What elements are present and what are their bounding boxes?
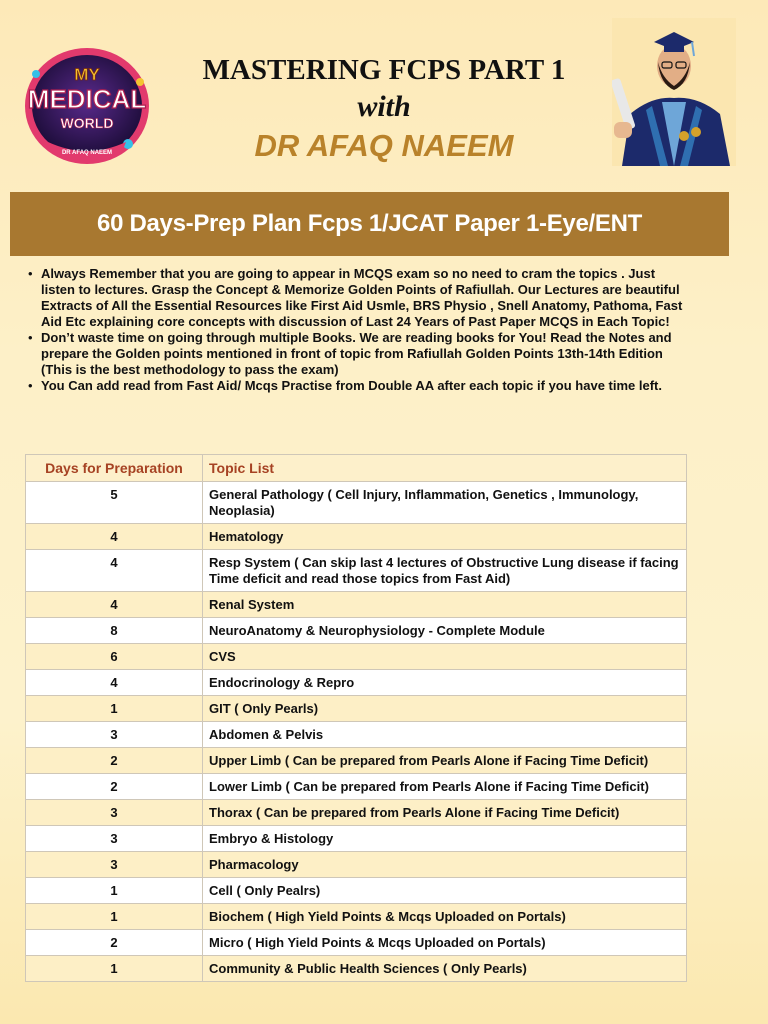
table-row [26, 904, 687, 930]
topic-cell: Endocrinology & Repro [203, 670, 687, 696]
svg-text:MEDICAL: MEDICAL [27, 84, 147, 114]
table-row [26, 524, 687, 550]
topic-cell: Community & Public Health Sciences ( Only Pearls) [203, 956, 687, 982]
topic-cell: Renal System [203, 592, 687, 618]
page-subtitle-with: with [357, 90, 411, 123]
topic-cell: CVS [203, 644, 687, 670]
page-title: MASTERING FCPS PART 1 [202, 54, 566, 86]
table-row [26, 618, 687, 644]
table-row [26, 550, 687, 592]
topic-cell: Biochem ( High Yield Points & Mcqs Uploaded on Portals) [203, 904, 687, 930]
guidance-list [28, 266, 688, 394]
topic-cell: Hematology [203, 524, 687, 550]
topic-cell: Embryo & Histology [203, 826, 687, 852]
table-row [26, 696, 687, 722]
table-row [26, 670, 687, 696]
days-cell: 8 [26, 618, 203, 644]
days-cell: 4 [26, 524, 203, 550]
header-topic: Topic List [203, 455, 687, 482]
days-cell: 3 [26, 722, 203, 748]
days-cell: 3 [26, 826, 203, 852]
table-row [26, 722, 687, 748]
days-cell: 4 [26, 592, 203, 618]
table-row [26, 826, 687, 852]
guidance-item: • Always Remember that you are going to appear in MCQS exam so no need to cram the topics . Just listen to lectures. Grasp the Concept & Memorize Golden Points of Rafiullah. Our Lectures are beautiful Extracts of All the Essential Resources like First Aid Usmle, BRS Physio , Snell Anatomy, Pathoma, Fast Aid Etc explaining core concepts with discussion of Last 24 Years of Past Paper MCQS in Each Topic! [28, 266, 688, 330]
table-row [26, 482, 687, 524]
prep-plan-table [25, 454, 687, 982]
topic-cell: Resp System ( Can skip last 4 lectures of Obstructive Lung disease if facing Time deficit and read those topics from Fast Aid) [203, 550, 687, 592]
topic-cell: Thorax ( Can be prepared from Pearls Alone if Facing Time Deficit) [203, 800, 687, 826]
topic-cell: Lower Limb ( Can be prepared from Pearls Alone if Facing Time Deficit) [203, 774, 687, 800]
table-row [26, 800, 687, 826]
table-row [26, 878, 687, 904]
doctor-portrait-icon [612, 18, 736, 166]
days-cell: 1 [26, 956, 203, 982]
topic-cell: Micro ( High Yield Points & Mcqs Uploaded on Portals) [203, 930, 687, 956]
svg-text:MY: MY [74, 65, 100, 84]
my-medical-world-logo [18, 44, 156, 172]
header-days: Days for Preparation [26, 455, 203, 482]
table-row [26, 774, 687, 800]
table-row [26, 852, 687, 878]
author-name: DR AFAQ NAEEM [254, 128, 514, 163]
days-cell: 2 [26, 748, 203, 774]
topic-cell: Pharmacology [203, 852, 687, 878]
table-row [26, 930, 687, 956]
table-row [26, 592, 687, 618]
table-row [26, 956, 687, 982]
days-cell: 4 [26, 670, 203, 696]
days-cell: 3 [26, 800, 203, 826]
topic-cell: Cell ( Only Pealrs) [203, 878, 687, 904]
days-cell: 3 [26, 852, 203, 878]
topic-cell: General Pathology ( Cell Injury, Inflammation, Genetics , Immunology, Neoplasia) [203, 482, 687, 524]
guidance-item: • You Can add read from Fast Aid/ Mcqs Practise from Double AA after each topic if you have time left. [28, 378, 688, 394]
days-cell: 4 [26, 550, 203, 592]
days-cell: 1 [26, 696, 203, 722]
plan-banner-title: 60 Days-Prep Plan Fcps 1/JCAT Paper 1-Eye/ENT [97, 210, 642, 237]
table-row [26, 748, 687, 774]
topic-cell: Abdomen & Pelvis [203, 722, 687, 748]
days-cell: 2 [26, 930, 203, 956]
svg-text:WORLD: WORLD [60, 115, 114, 131]
svg-text:DR AFAQ NAEEM: DR AFAQ NAEEM [61, 150, 113, 156]
topic-cell: GIT ( Only Pearls) [203, 696, 687, 722]
days-cell: 2 [26, 774, 203, 800]
guidance-item: • Don’t waste time on going through multiple Books. We are reading books for You! Read the Notes and prepare the Golden points mentioned in front of topic from Rafiullah Golden Points 13th-14th Edition (This is the best methodology to pass the exam) [28, 330, 688, 378]
topic-cell: Upper Limb ( Can be prepared from Pearls Alone if Facing Time Deficit) [203, 748, 687, 774]
plan-banner [10, 192, 729, 256]
days-cell: 6 [26, 644, 203, 670]
days-cell: 1 [26, 904, 203, 930]
days-cell: 1 [26, 878, 203, 904]
days-cell: 5 [26, 482, 203, 524]
table-header-row [26, 455, 687, 482]
topic-cell: NeuroAnatomy & Neurophysiology - Complete Module [203, 618, 687, 644]
table-row [26, 644, 687, 670]
